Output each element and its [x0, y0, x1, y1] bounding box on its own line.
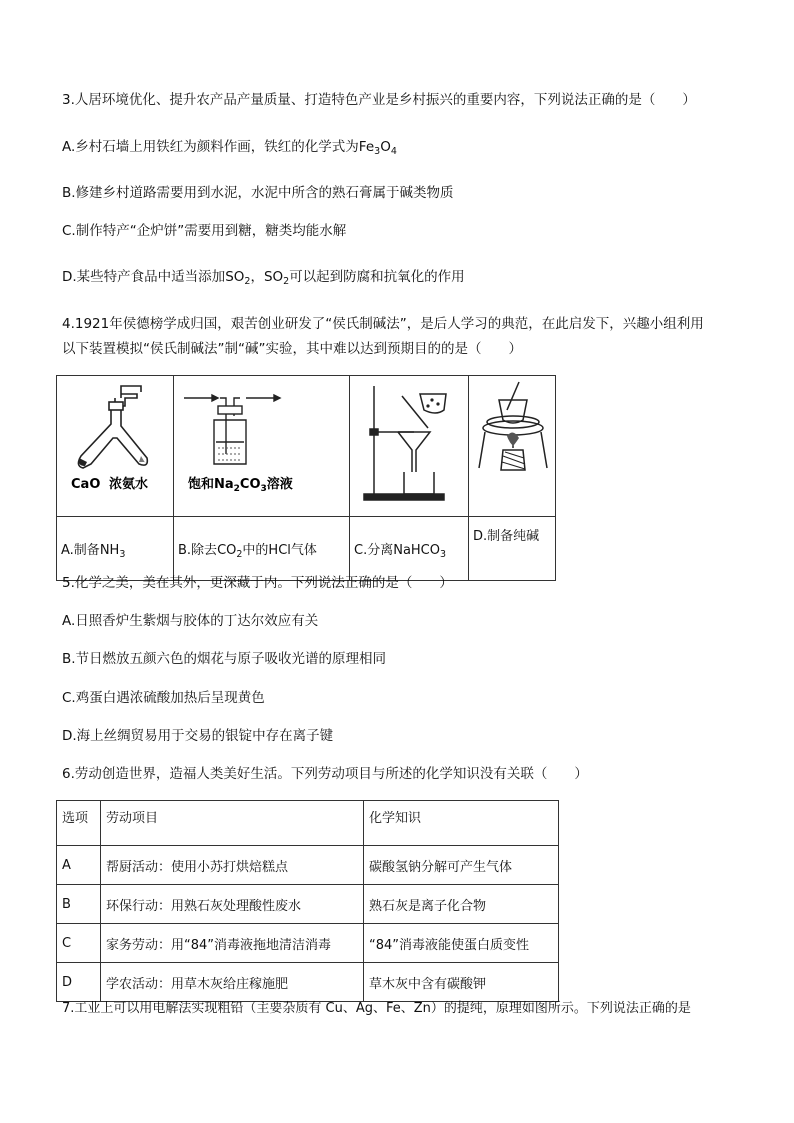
header-chem-knowledge: 化学知识	[364, 801, 559, 846]
q5-stem: 5.化学之美，美在其外，更深藏于内。下列说法正确的是（ ）	[62, 575, 453, 591]
header-labor-project: 劳动项目	[101, 801, 364, 846]
q5-option-b: B.节日燃放五颜六色的烟花与原子吸收光谱的原理相同	[62, 651, 387, 667]
apparatus-d-cell	[469, 376, 556, 517]
q4-apparatus-table	[56, 375, 556, 581]
caption-a: A.制备$NH_3$	[57, 517, 174, 581]
table-row: B 环保行动：用熟石灰处理酸性废水 熟石灰是离子化合物	[57, 885, 559, 924]
apparatus-a-cell	[57, 376, 174, 517]
q3-option-c: C.制作特产“企炉饼”需要用到糖，糖类均能水解	[62, 223, 347, 239]
y-tube-apparatus-icon	[57, 376, 173, 512]
gas-washing-bottle-icon	[174, 376, 349, 512]
table-header-row	[57, 801, 559, 846]
cao-label: CaO	[71, 477, 101, 492]
q6-stem: 6.劳动创造世界，造福人类美好生活。下列劳动项目与所述的化学知识没有关联（ ）	[62, 766, 588, 782]
apparatus-c-cell	[350, 376, 469, 517]
q7-stem: 7.工业上可以用电解法实现粗铅（主要杂质有 Cu、Ag、Fe、Zn）的提纯，原理如图所示。下列说法正确的是	[62, 1001, 691, 1016]
caption-b: B.除去$CO_2$中的HCl气体	[174, 517, 350, 581]
q3-option-d: D.某些特产食品中适当添加$SO_2$，$SO_2$可以起到防腐和抗氧化的作用	[62, 269, 465, 287]
table-row: A 帮厨活动：使用小苏打烘焙糕点 碳酸氢钠分解可产生气体	[57, 846, 559, 885]
table-row: D 学农活动：用草木灰给庄稼施肥 草木灰中含有碳酸钾	[57, 963, 559, 1002]
q3-option-a: A.乡村石墙上用铁红为颜料作画，铁红的化学式为$Fe_3O_4$	[62, 139, 397, 157]
q5-option-a: A.日照香炉生紫烟与胶体的丁达尔效应有关	[62, 613, 319, 629]
q4-stem-line1: 4.1921年侯德榜学成归国，艰苦创业研发了“侯氏制碱法”，是后人学习的典范，在此启发下，兴趣小组利用	[62, 316, 704, 332]
caption-d: D.制备纯碱	[469, 517, 556, 581]
ammonia-label: 浓氨水	[109, 477, 149, 492]
q3-stem: 3.人居环境优化、提升农产品产量质量、打造特色产业是乡村振兴的重要内容，下列说法正确的是（ ）	[62, 92, 696, 108]
q3-option-b: B.修建乡村道路需要用到水泥，水泥中所含的熟石膏属于碱类物质	[62, 185, 454, 201]
filtration-apparatus-icon	[350, 376, 468, 512]
saturated-sodium-carbonate-label: 饱和$Na_2CO_3$溶液	[188, 477, 293, 494]
q4-stem-line2: 以下装置模拟“侯氏制碱法”制“碱”实验，其中难以达到预期目的的是（ ）	[62, 341, 522, 357]
caption-c: C.分离NaHCO$_3$	[350, 517, 469, 581]
table-row: C 家务劳动：用“84”消毒液拖地清洁消毒 “84”消毒液能使蛋白质变性	[57, 924, 559, 963]
apparatus-b-cell	[174, 376, 350, 517]
q5-option-d: D.海上丝绸贸易用于交易的银锭中存在离子键	[62, 728, 334, 744]
q6-labor-table	[56, 800, 559, 1002]
q5-option-c: C.鸡蛋白遇浓硫酸加热后呈现黄色	[62, 690, 265, 706]
crucible-heating-icon	[469, 376, 555, 512]
header-option: 选项	[57, 801, 101, 846]
